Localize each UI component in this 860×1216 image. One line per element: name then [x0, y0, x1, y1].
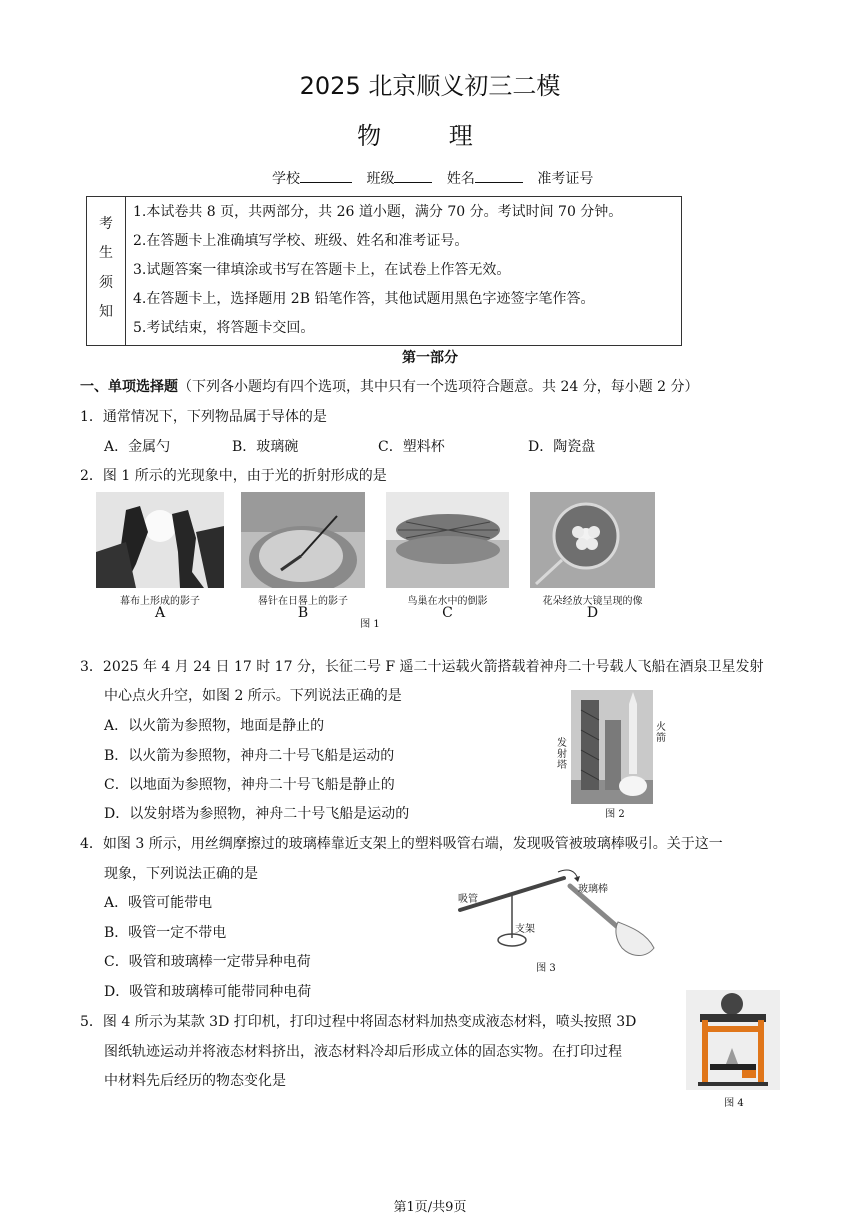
notice-side-char: 知	[99, 304, 113, 320]
q5-line1: 5．图 4 所示为某款 3D 打印机，打印过程中将固态材料加热变成液态材料，喷头按照 3D	[80, 1014, 637, 1030]
q3-stem-line2: 中心点火升空，如图 2 所示。下列说法正确的是	[104, 688, 402, 704]
notice-rule: 5.考试结束，将答题卡交回。	[133, 320, 315, 336]
notice-side-label	[87, 197, 126, 345]
page-number: 第1页/共9页	[393, 1200, 467, 1215]
notice-side-char: 须	[99, 275, 113, 291]
notice-box	[86, 196, 682, 346]
name-label: 姓名	[446, 171, 475, 187]
q1-option-a[interactable]: A．金属勺	[104, 439, 171, 455]
figure-2-label: 图 2	[605, 809, 625, 820]
shadow-puppet-photo[interactable]	[96, 492, 224, 588]
section-note: （下列各小题均有四个选项，其中只有一个选项符合题意。共 24 分，每小题 2 分）	[178, 379, 699, 395]
name-blank[interactable]	[475, 168, 523, 183]
birds-nest-photo[interactable]	[386, 492, 509, 588]
notice-rule: 1.本试卷共 8 页，共两部分，共 26 道小题，满分 70 分。考试时间 70 分钟。	[133, 204, 623, 220]
q4-option-a[interactable]: A．吸管可能带电	[104, 895, 213, 911]
fig1-letter-d[interactable]: D	[586, 605, 599, 621]
q4-stem-line1: 4．如图 3 所示，用丝绸摩擦过的玻璃棒靠近支架上的塑料吸管右端，发现吸管被玻璃棒吸引。关于这一	[80, 836, 723, 852]
figure-1-label: 图 1	[360, 619, 380, 630]
q1-option-c[interactable]: C．塑料杯	[378, 439, 445, 455]
q3-option-b[interactable]: B．以火箭为参照物，神舟二十号飞船是运动的	[104, 748, 395, 764]
q5-line3: 中材料先后经历的物态变化是	[104, 1073, 286, 1089]
notice-rule: 3.试题答案一律填涂或书写在答题卡上，在试卷上作答无效。	[133, 262, 511, 278]
school-label: 学校	[272, 171, 300, 187]
class-label: 班级	[366, 171, 395, 187]
rocket-label: 火箭	[656, 722, 666, 744]
sundial-photo[interactable]	[241, 492, 365, 588]
notice-rule: 2.在答题卡上准确填写学校、班级、姓名和准考证号。	[133, 233, 469, 249]
q1-option-d[interactable]: D．陶瓷盘	[528, 439, 596, 455]
q1-stem: 1．通常情况下，下列物品属于导体的是	[80, 409, 327, 425]
q4-option-c[interactable]: C．吸管和玻璃棒一定带异种电荷	[104, 954, 311, 970]
q4-stem-line2: 现象，下列说法正确的是	[104, 866, 258, 882]
glass-rod-label: 玻璃棒	[578, 884, 608, 895]
magnifier-flower-photo[interactable]	[530, 492, 655, 588]
q3-option-a[interactable]: A．以火箭为参照物，地面是静止的	[104, 718, 325, 734]
q2-stem: 2．图 1 所示的光现象中，由于光的折射形成的是	[80, 468, 387, 484]
q4-option-d[interactable]: D．吸管和玻璃棒可能带同种电荷	[104, 984, 312, 1000]
q5-line2: 图纸轨迹运动并将液态材料挤出，液态材料冷却后形成立体的固态实物。在打印过程	[104, 1044, 622, 1060]
q4-option-b[interactable]: B．吸管一定不带电	[104, 925, 227, 941]
notice-rule: 4.在答题卡上，选择题用 2B 铅笔作答，其他试题用黑色字迹签字笔作答。	[133, 291, 595, 307]
notice-side-char: 生	[99, 245, 113, 261]
fig1-letter-c[interactable]: C	[442, 605, 453, 621]
notice-side-char: 考	[99, 216, 113, 232]
q3-option-d[interactable]: D．以发射塔为参照物，神舟二十号飞船是运动的	[104, 806, 410, 822]
section-heading	[80, 376, 699, 396]
fig1-caption-d: 花朵经放大镜呈现的像	[542, 596, 643, 607]
3d-printer-photo[interactable]	[686, 990, 780, 1090]
q3-stem-line1: 3．2025 年 4 月 24 日 17 时 17 分，长征二号 F 遥二十运载火箭搭载着神舟二十号载人飞船在酒泉卫星发射	[80, 659, 764, 675]
charged-straw-diagram[interactable]	[450, 866, 660, 970]
section-title: 一、单项选择题	[80, 379, 178, 395]
student-info-line	[272, 168, 593, 188]
figure-4-label: 图 4	[724, 1098, 744, 1109]
subject-title: 物 理	[357, 122, 503, 150]
fig1-letter-b[interactable]: B	[297, 605, 309, 621]
fig1-letter-a[interactable]: A	[154, 605, 166, 621]
exam-title: 2025 北京顺义初三二模	[299, 72, 561, 100]
stand-label: 支架	[515, 924, 535, 935]
rocket-launch-photo[interactable]	[571, 690, 653, 804]
q1-option-b[interactable]: B．玻璃碗	[232, 439, 299, 455]
q3-option-c[interactable]: C．以地面为参照物，神舟二十号飞船是静止的	[104, 777, 395, 793]
class-blank[interactable]	[394, 168, 432, 183]
launch-tower-label: 发射塔	[557, 738, 567, 771]
fig1-caption-a: 幕布上形成的影子	[120, 596, 200, 607]
straw-label: 吸管	[458, 894, 478, 905]
figure-3-label: 图 3	[536, 963, 556, 974]
school-blank[interactable]	[300, 168, 352, 183]
fig1-caption-b: 晷针在日晷上的影子	[258, 596, 348, 607]
fig1-caption-c: 鸟巢在水中的倒影	[407, 596, 488, 607]
exam-id-label: 准考证号	[537, 171, 594, 187]
part-one-title: 第一部分	[402, 350, 458, 366]
